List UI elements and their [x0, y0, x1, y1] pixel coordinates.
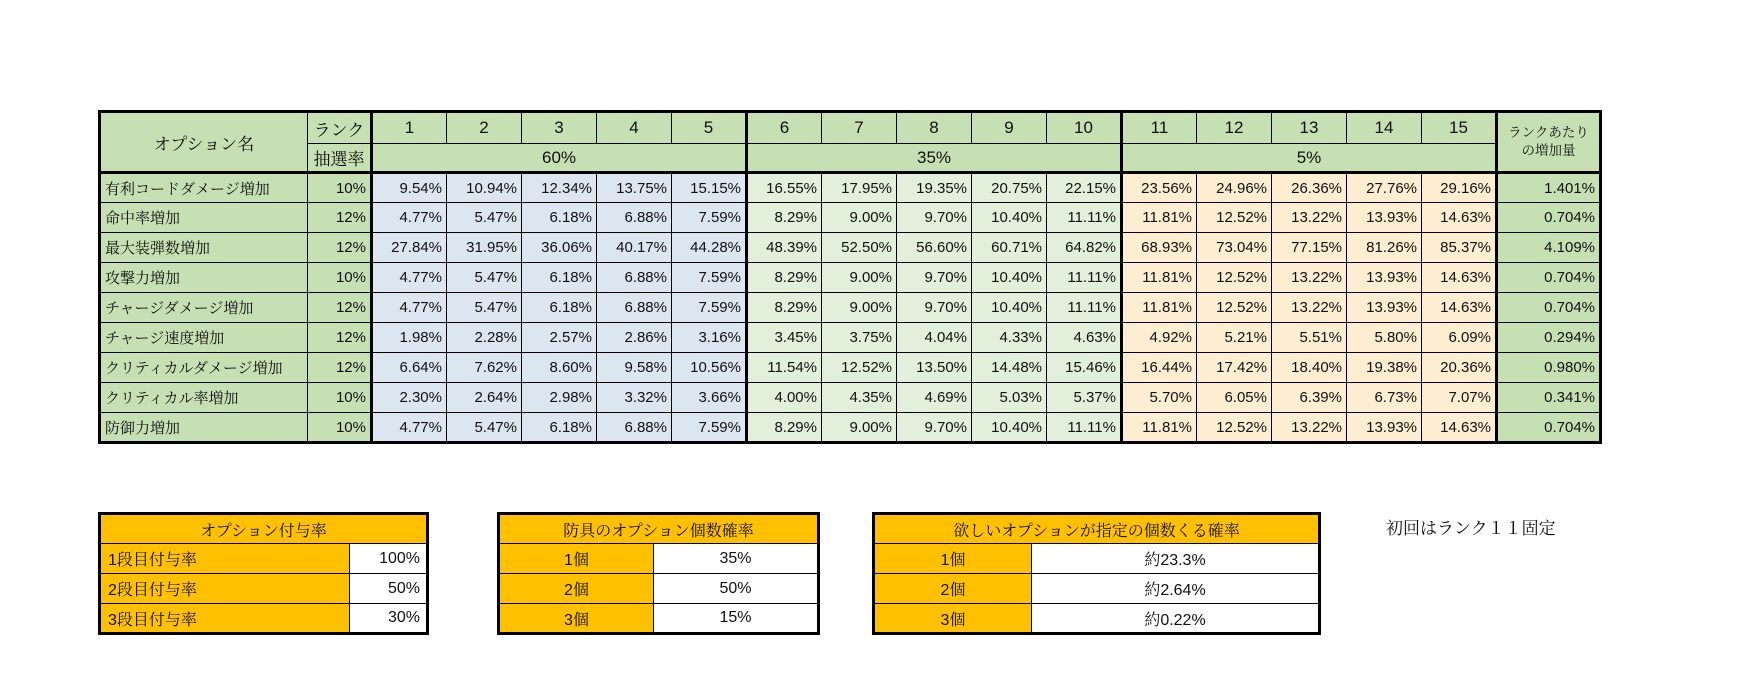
option-name-cell: クリティカルダメージ増加: [100, 353, 308, 383]
grant-rate-body: [100, 544, 428, 634]
rank-header: ランク: [308, 112, 372, 144]
value-cell: 6.64%: [372, 353, 447, 383]
value-cell: 44.28%: [672, 233, 747, 263]
value-cell: 11.11%: [1047, 293, 1122, 323]
value-cell: 2.30%: [372, 383, 447, 413]
value-cell: 6.18%: [522, 413, 597, 443]
per-rank-header-line1: ランクあたり: [1508, 124, 1589, 140]
value-cell: 3.16%: [672, 323, 747, 353]
value-cell: 77.15%: [1272, 233, 1347, 263]
lottery-rate-cell: 10%: [308, 173, 372, 203]
mini-row-label: 2個: [874, 574, 1032, 604]
value-cell: 4.63%: [1047, 323, 1122, 353]
value-cell: 3.45%: [747, 323, 822, 353]
value-cell: 2.98%: [522, 383, 597, 413]
value-cell: 7.59%: [672, 293, 747, 323]
per-rank-cell: 0.980%: [1497, 353, 1601, 383]
value-cell: 7.62%: [447, 353, 522, 383]
value-cell: 11.81%: [1122, 263, 1197, 293]
list-item: [100, 544, 428, 574]
list-item: [100, 604, 428, 634]
value-cell: 13.50%: [897, 353, 972, 383]
table-row: [100, 203, 1601, 233]
value-cell: 9.00%: [822, 263, 897, 293]
value-cell: 11.81%: [1122, 203, 1197, 233]
option-rank-table-body: [100, 173, 1601, 443]
value-cell: 6.88%: [597, 413, 672, 443]
header-row-rates: [100, 144, 1601, 173]
value-cell: 85.37%: [1422, 233, 1497, 263]
list-item: [874, 574, 1320, 604]
value-cell: 22.15%: [1047, 173, 1122, 203]
value-cell: 36.06%: [522, 233, 597, 263]
table-row: [100, 293, 1601, 323]
rank-number-header: 9: [972, 112, 1047, 144]
value-cell: 29.16%: [1422, 173, 1497, 203]
grant-rate-table: [98, 512, 429, 635]
list-item: [874, 544, 1320, 574]
value-cell: 15.15%: [672, 173, 747, 203]
mini-row-label: 2段目付与率: [100, 574, 350, 604]
value-cell: 3.32%: [597, 383, 672, 413]
option-name-cell: チャージ速度増加: [100, 323, 308, 353]
option-name-cell: クリティカル率増加: [100, 383, 308, 413]
value-cell: 27.76%: [1347, 173, 1422, 203]
value-cell: 40.17%: [597, 233, 672, 263]
mini-row-label: 3段目付与率: [100, 604, 350, 634]
value-cell: 8.29%: [747, 263, 822, 293]
mini-row-value: 35%: [654, 544, 819, 574]
list-item: [100, 574, 428, 604]
value-cell: 4.00%: [747, 383, 822, 413]
grant-rate-title: オプション付与率: [100, 514, 428, 544]
value-cell: 12.52%: [1197, 413, 1272, 443]
value-cell: 18.40%: [1272, 353, 1347, 383]
value-cell: 6.88%: [597, 263, 672, 293]
value-cell: 13.93%: [1347, 413, 1422, 443]
lottery-rate-cell: 12%: [308, 293, 372, 323]
mini-row-value: 100%: [350, 544, 428, 574]
value-cell: 16.55%: [747, 173, 822, 203]
per-rank-header-line2: の増加量: [1521, 143, 1576, 158]
option-count-title: 防具のオプション個数確率: [499, 514, 819, 544]
table-row: [100, 353, 1601, 383]
value-cell: 6.39%: [1272, 383, 1347, 413]
value-cell: 20.36%: [1422, 353, 1497, 383]
value-cell: 9.54%: [372, 173, 447, 203]
value-cell: 10.40%: [972, 263, 1047, 293]
per-rank-cell: 0.704%: [1497, 293, 1601, 323]
value-cell: 13.75%: [597, 173, 672, 203]
table-row: [100, 233, 1601, 263]
value-cell: 26.36%: [1272, 173, 1347, 203]
per-rank-cell: 0.341%: [1497, 383, 1601, 413]
first-roll-note: 初回はランク１１固定: [1386, 519, 1556, 538]
value-cell: 9.00%: [822, 203, 897, 233]
rank-number-header: 7: [822, 112, 897, 144]
rank-number-header: 13: [1272, 112, 1347, 144]
value-cell: 27.84%: [372, 233, 447, 263]
grant-rate-header-row: [100, 514, 428, 544]
value-cell: 6.18%: [522, 203, 597, 233]
value-cell: 5.47%: [447, 293, 522, 323]
rank-number-header: 8: [897, 112, 972, 144]
per-rank-cell: 1.401%: [1497, 173, 1601, 203]
rank-number-header: 3: [522, 112, 597, 144]
value-cell: 7.07%: [1422, 383, 1497, 413]
value-cell: 11.81%: [1122, 413, 1197, 443]
value-cell: 23.56%: [1122, 173, 1197, 203]
list-item: [499, 544, 819, 574]
lottery-rate-header: 抽選率: [308, 144, 372, 173]
mini-row-value: 50%: [654, 574, 819, 604]
rank-number-header: 14: [1347, 112, 1422, 144]
mini-row-label: 1個: [499, 544, 654, 574]
value-cell: 10.94%: [447, 173, 522, 203]
value-cell: 8.29%: [747, 413, 822, 443]
value-cell: 5.47%: [447, 413, 522, 443]
mini-row-value: 約0.22%: [1032, 604, 1320, 634]
value-cell: 68.93%: [1122, 233, 1197, 263]
option-name-cell: 攻撃力増加: [100, 263, 308, 293]
value-cell: 20.75%: [972, 173, 1047, 203]
value-cell: 10.56%: [672, 353, 747, 383]
value-cell: 10.40%: [972, 203, 1047, 233]
value-cell: 2.86%: [597, 323, 672, 353]
per-rank-cell: 0.704%: [1497, 203, 1601, 233]
table-row: [100, 383, 1601, 413]
value-cell: 64.82%: [1047, 233, 1122, 263]
value-cell: 56.60%: [897, 233, 972, 263]
value-cell: 81.26%: [1347, 233, 1422, 263]
table-row: [100, 413, 1601, 443]
option-name-header: オプション名: [100, 112, 308, 173]
option-name-cell: 命中率増加: [100, 203, 308, 233]
option-name-cell: 最大装弾数増加: [100, 233, 308, 263]
list-item: [874, 604, 1320, 634]
value-cell: 2.57%: [522, 323, 597, 353]
mini-row-value: 30%: [350, 604, 428, 634]
value-cell: 13.22%: [1272, 263, 1347, 293]
value-cell: 5.47%: [447, 203, 522, 233]
value-cell: 16.44%: [1122, 353, 1197, 383]
value-cell: 8.29%: [747, 293, 822, 323]
mini-row-value: 15%: [654, 604, 819, 634]
value-cell: 11.54%: [747, 353, 822, 383]
value-cell: 9.70%: [897, 263, 972, 293]
value-cell: 4.77%: [372, 413, 447, 443]
value-cell: 10.40%: [972, 293, 1047, 323]
value-cell: 12.52%: [1197, 263, 1272, 293]
rank-number-header: 10: [1047, 112, 1122, 144]
value-cell: 9.00%: [822, 293, 897, 323]
value-cell: 9.58%: [597, 353, 672, 383]
value-cell: 8.60%: [522, 353, 597, 383]
mini-row-value: 約2.64%: [1032, 574, 1320, 604]
value-cell: 15.46%: [1047, 353, 1122, 383]
value-cell: 19.38%: [1347, 353, 1422, 383]
value-cell: 4.92%: [1122, 323, 1197, 353]
value-cell: 31.95%: [447, 233, 522, 263]
value-cell: 12.52%: [1197, 293, 1272, 323]
value-cell: 12.52%: [1197, 203, 1272, 233]
value-cell: 13.93%: [1347, 203, 1422, 233]
lottery-rate-cell: 10%: [308, 413, 372, 443]
lottery-rate-cell: 10%: [308, 383, 372, 413]
lottery-rate-cell: 12%: [308, 323, 372, 353]
value-cell: 8.29%: [747, 203, 822, 233]
option-name-cell: 防御力増加: [100, 413, 308, 443]
lottery-rate-cell: 12%: [308, 233, 372, 263]
value-cell: 10.40%: [972, 413, 1047, 443]
value-cell: 9.70%: [897, 293, 972, 323]
value-cell: 12.52%: [822, 353, 897, 383]
group-rate-header: 35%: [747, 144, 1122, 173]
value-cell: 7.59%: [672, 203, 747, 233]
value-cell: 14.63%: [1422, 203, 1497, 233]
value-cell: 73.04%: [1197, 233, 1272, 263]
header-row-ranks: [100, 112, 1601, 144]
value-cell: 4.77%: [372, 293, 447, 323]
value-cell: 12.34%: [522, 173, 597, 203]
desired-option-table: [872, 512, 1321, 635]
value-cell: 60.71%: [972, 233, 1047, 263]
value-cell: 19.35%: [897, 173, 972, 203]
value-cell: 5.47%: [447, 263, 522, 293]
value-cell: 6.88%: [597, 203, 672, 233]
rank-number-header: 5: [672, 112, 747, 144]
value-cell: 2.64%: [447, 383, 522, 413]
value-cell: 6.73%: [1347, 383, 1422, 413]
value-cell: 14.63%: [1422, 293, 1497, 323]
rank-number-header: 12: [1197, 112, 1272, 144]
value-cell: 5.51%: [1272, 323, 1347, 353]
rank-number-header: 1: [372, 112, 447, 144]
mini-row-value: 50%: [350, 574, 428, 604]
value-cell: 48.39%: [747, 233, 822, 263]
value-cell: 11.81%: [1122, 293, 1197, 323]
option-rank-table: [98, 110, 1602, 444]
list-item: [499, 574, 819, 604]
value-cell: 2.28%: [447, 323, 522, 353]
value-cell: 11.11%: [1047, 263, 1122, 293]
desired-option-title: 欲しいオプションが指定の個数くる確率: [874, 514, 1320, 544]
mini-row-label: 2個: [499, 574, 654, 604]
value-cell: 3.66%: [672, 383, 747, 413]
value-cell: 17.95%: [822, 173, 897, 203]
rank-number-header: 11: [1122, 112, 1197, 144]
lottery-rate-cell: 10%: [308, 263, 372, 293]
option-count-body: [499, 544, 819, 634]
value-cell: 6.05%: [1197, 383, 1272, 413]
rank-number-header: 15: [1422, 112, 1497, 144]
value-cell: 9.70%: [897, 413, 972, 443]
value-cell: 7.59%: [672, 413, 747, 443]
group-rate-header: 60%: [372, 144, 747, 173]
per-rank-cell: 4.109%: [1497, 233, 1601, 263]
option-count-table: [497, 512, 820, 635]
value-cell: 9.00%: [822, 413, 897, 443]
per-rank-header: [1497, 112, 1601, 173]
per-rank-cell: 0.704%: [1497, 263, 1601, 293]
value-cell: 6.18%: [522, 263, 597, 293]
value-cell: 13.93%: [1347, 293, 1422, 323]
mini-row-label: 3個: [499, 604, 654, 634]
value-cell: 11.11%: [1047, 413, 1122, 443]
value-cell: 3.75%: [822, 323, 897, 353]
mini-row-label: 1段目付与率: [100, 544, 350, 574]
value-cell: 6.18%: [522, 293, 597, 323]
value-cell: 5.03%: [972, 383, 1047, 413]
value-cell: 5.21%: [1197, 323, 1272, 353]
value-cell: 4.77%: [372, 203, 447, 233]
option-name-cell: チャージダメージ増加: [100, 293, 308, 323]
list-item: [499, 604, 819, 634]
value-cell: 6.09%: [1422, 323, 1497, 353]
value-cell: 14.63%: [1422, 413, 1497, 443]
value-cell: 7.59%: [672, 263, 747, 293]
value-cell: 52.50%: [822, 233, 897, 263]
option-rank-table-head: [100, 112, 1601, 173]
value-cell: 4.33%: [972, 323, 1047, 353]
value-cell: 5.37%: [1047, 383, 1122, 413]
lottery-rate-cell: 12%: [308, 203, 372, 233]
mini-row-label: 3個: [874, 604, 1032, 634]
value-cell: 6.88%: [597, 293, 672, 323]
value-cell: 11.11%: [1047, 203, 1122, 233]
table-row: [100, 173, 1601, 203]
rank-number-header: 4: [597, 112, 672, 144]
desired-option-body: [874, 544, 1320, 634]
rank-number-header: 6: [747, 112, 822, 144]
mini-row-value: 約23.3%: [1032, 544, 1320, 574]
option-name-cell: 有利コードダメージ増加: [100, 173, 308, 203]
per-rank-cell: 0.294%: [1497, 323, 1601, 353]
value-cell: 4.77%: [372, 263, 447, 293]
value-cell: 1.98%: [372, 323, 447, 353]
value-cell: 4.04%: [897, 323, 972, 353]
value-cell: 4.69%: [897, 383, 972, 413]
value-cell: 13.22%: [1272, 413, 1347, 443]
desired-option-header-row: [874, 514, 1320, 544]
lottery-rate-cell: 12%: [308, 353, 372, 383]
group-rate-header: 5%: [1122, 144, 1497, 173]
value-cell: 9.70%: [897, 203, 972, 233]
value-cell: 17.42%: [1197, 353, 1272, 383]
value-cell: 14.63%: [1422, 263, 1497, 293]
value-cell: 5.80%: [1347, 323, 1422, 353]
table-row: [100, 323, 1601, 353]
value-cell: 13.22%: [1272, 293, 1347, 323]
value-cell: 24.96%: [1197, 173, 1272, 203]
value-cell: 14.48%: [972, 353, 1047, 383]
value-cell: 13.93%: [1347, 263, 1422, 293]
mini-row-label: 1個: [874, 544, 1032, 574]
value-cell: 4.35%: [822, 383, 897, 413]
value-cell: 5.70%: [1122, 383, 1197, 413]
per-rank-cell: 0.704%: [1497, 413, 1601, 443]
option-count-header-row: [499, 514, 819, 544]
rank-number-header: 2: [447, 112, 522, 144]
value-cell: 13.22%: [1272, 203, 1347, 233]
table-row: [100, 263, 1601, 293]
